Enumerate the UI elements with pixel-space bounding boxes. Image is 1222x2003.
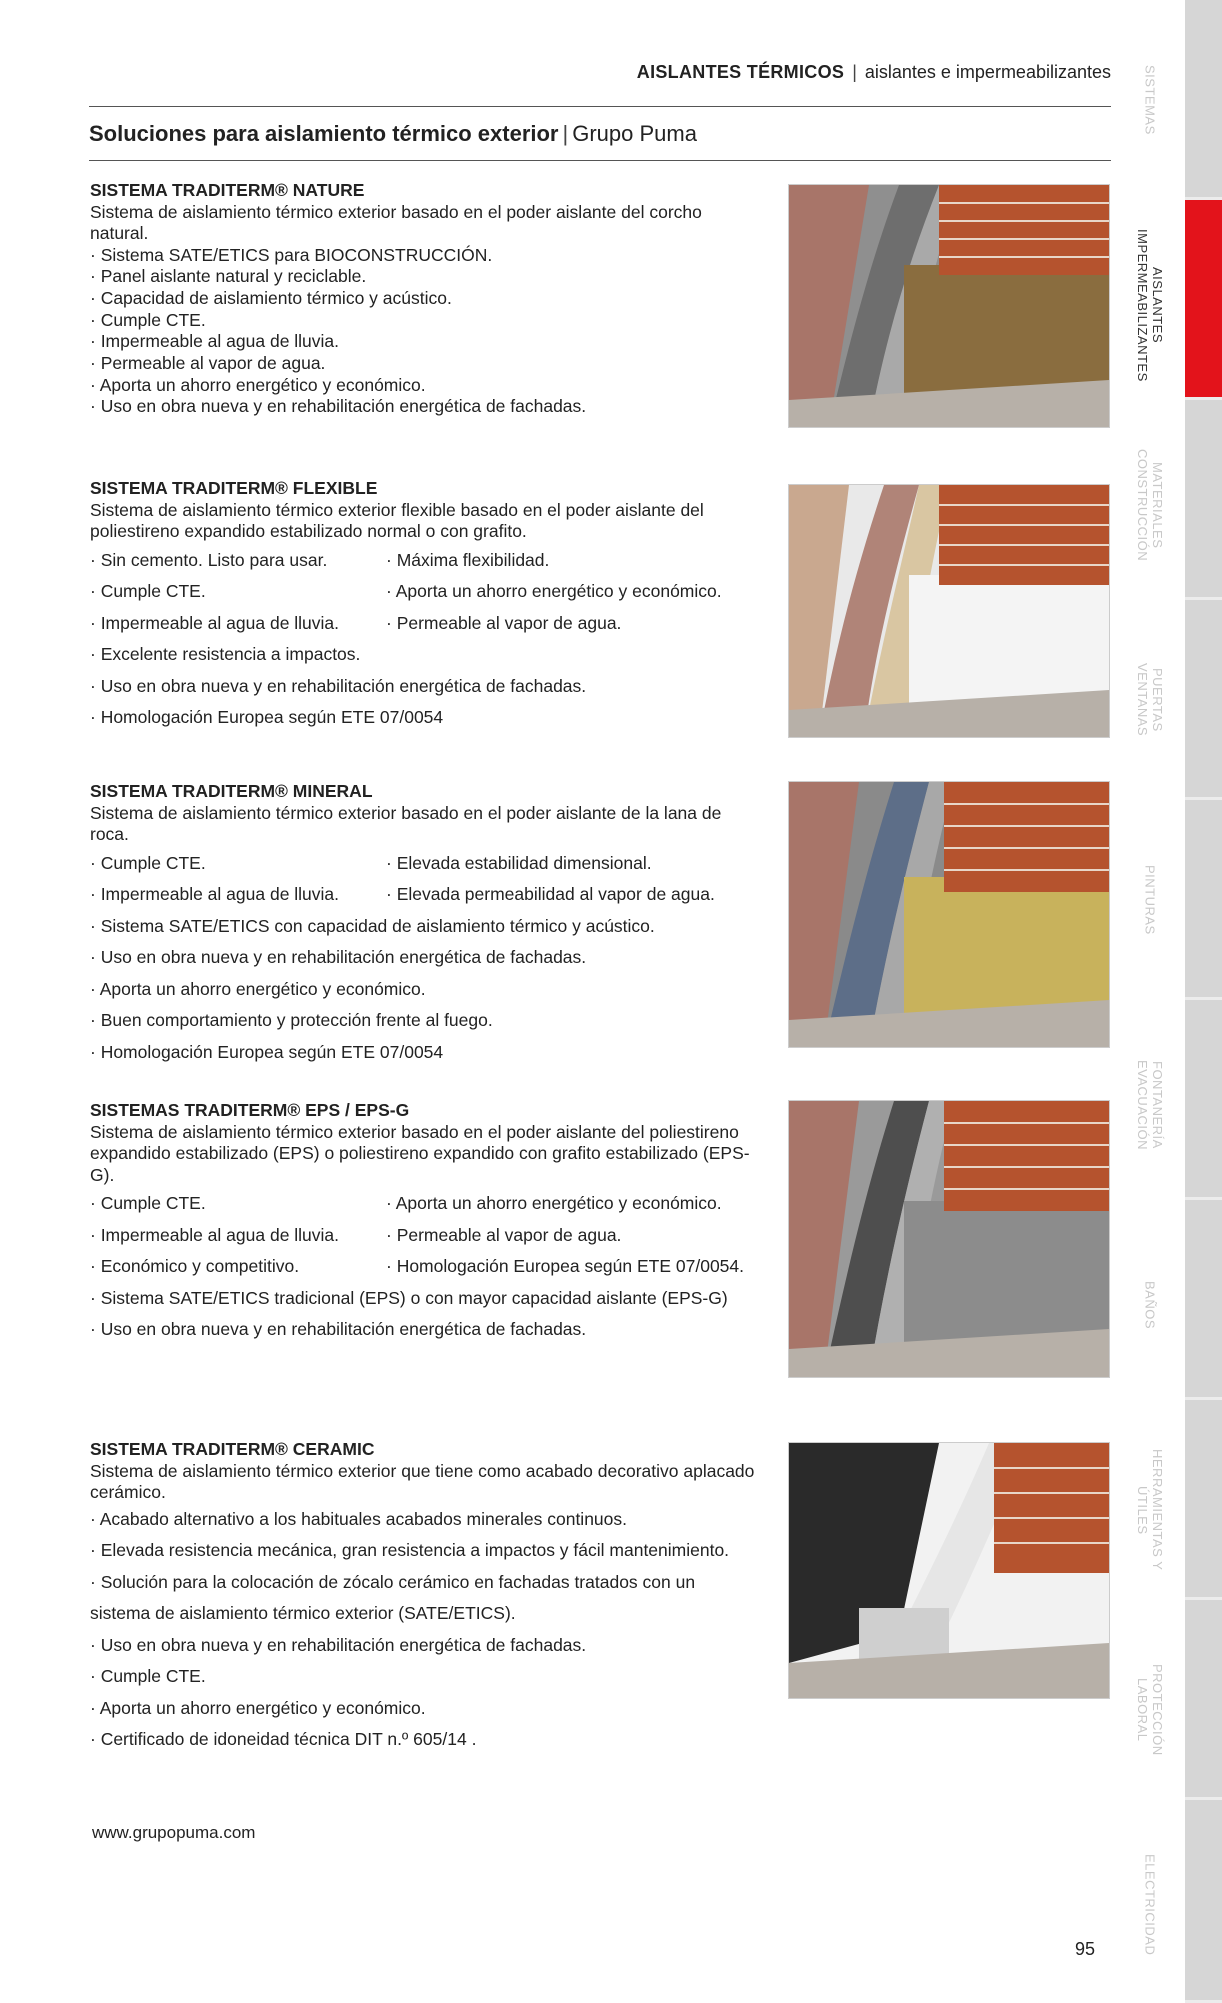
section-description: Sistema de aislamiento térmico exterior basado en el poder aislante del corcho natural. (90, 201, 702, 243)
tab-puertas[interactable] (1185, 600, 1222, 800)
title-divider (89, 160, 1111, 161)
tab-banos[interactable] (1185, 1200, 1222, 1400)
side-nav-fontaneria[interactable]: FONTANERÍA EVACUACIÓN (1135, 1060, 1165, 1150)
tab-fontaneria[interactable] (1185, 1000, 1222, 1200)
section-nature (90, 180, 760, 418)
side-nav-pinturas[interactable]: PINTURAS (1142, 865, 1158, 935)
side-nav-proteccion[interactable]: PROTECCIÓN LABORAL (1135, 1664, 1165, 1756)
feature-item: · Uso en obra nueva y en rehabilitación energética de fachadas. (90, 396, 587, 417)
page-header (89, 62, 1111, 86)
side-nav-herramientas[interactable]: HERRAMIENTAS Y ÚTILES (1135, 1449, 1165, 1571)
tab-materiales[interactable] (1185, 400, 1222, 600)
feature-list (90, 1283, 760, 1346)
section-title: SISTEMA TRADITERM® FLEXIBLE (90, 478, 378, 498)
header-category-line (89, 62, 1111, 86)
feature-item: · Elevada resistencia mecánica, gran resistencia a impactos y fácil mantenimiento. (90, 1540, 730, 1560)
feature-item: · Permeable al vapor de agua. (90, 353, 326, 374)
feature-list (90, 911, 760, 1069)
feature-item: · Elevada estabilidad dimensional. (386, 852, 652, 873)
side-nav-materiales[interactable]: MATERIALES CONSTRUCCIÓN (1135, 448, 1165, 562)
side-nav-electricidad[interactable]: ELECTRICIDAD (1142, 1854, 1158, 1956)
page-title-main: Soluciones para aislamiento térmico exterior (89, 121, 559, 146)
section-description: Sistema de aislamiento térmico exterior basado en el poder aislante de la lana de roca. (90, 802, 722, 844)
section-description: Sistema de aislamiento térmico exterior que tiene como acabado decorativo aplacado cerámico. (90, 1460, 755, 1502)
section-title: SISTEMA TRADITERM® MINERAL (90, 781, 373, 801)
ceramic-system-illustration (788, 1442, 1110, 1699)
feature-item: · Impermeable al agua de lluvia. (90, 884, 340, 904)
feature-item: · Certificado de idoneidad técnica DIT n.º 605/14 . (90, 1729, 477, 1749)
section-title: SISTEMA TRADITERM® CERAMIC (90, 1439, 375, 1459)
nature-system-illustration (788, 184, 1110, 428)
feature-item: · Aporta un ahorro energético y económico. (90, 978, 426, 999)
feature-list (90, 639, 760, 734)
tab-aislantes[interactable] (1185, 200, 1222, 400)
feature-item: · Sistema SATE/ETICS para BIOCONSTRUCCIÓN. (90, 244, 493, 265)
feature-item: · Buen comportamiento y protección frente al fuego. (90, 1010, 493, 1030)
page-title (89, 121, 697, 147)
tab-herramientas[interactable] (1185, 1400, 1222, 1600)
side-nav-banos[interactable]: BAÑOS (1142, 1280, 1158, 1329)
page-title-separator: | (562, 121, 569, 146)
header-divider (89, 106, 1111, 107)
section-description: Sistema de aislamiento térmico exterior flexible basado en el poder aislante del poliestireno expandido estabilizado normal o con grafito. (90, 499, 704, 541)
tab-pinturas[interactable] (1185, 800, 1222, 1000)
feature-item: · Impermeable al agua de lluvia. (90, 331, 340, 352)
feature-item: · Acabado alternativo a los habituales acabados minerales continuos. (90, 1508, 628, 1529)
feature-item: · Panel aislante natural y reciclable. (90, 266, 367, 287)
feature-item: · Sistema SATE/ETICS con capacidad de aislamiento térmico y acústico. (90, 915, 655, 936)
section-description: Sistema de aislamiento térmico exterior basado en el poder aislante del poliestireno expandido estabilizado (EPS) o poliestireno expandido con grafito estabilizado (EPS-G). (90, 1121, 750, 1185)
section-eps (90, 1100, 760, 1346)
feature-item: · Aporta un ahorro energético y económico. (386, 581, 722, 601)
feature-item: · Homologación Europea según ETE 07/0054 (90, 1041, 444, 1062)
feature-item: · Sin cemento. Listo para usar. (90, 549, 328, 570)
header-separator: | (852, 62, 857, 82)
eps-system-illustration (788, 1100, 1110, 1378)
section-title: SISTEMA TRADITERM® NATURE (90, 180, 365, 200)
side-tabs (1185, 0, 1222, 2000)
feature-grid (90, 545, 760, 640)
feature-item: · Cumple CTE. (90, 581, 206, 601)
feature-grid (90, 1188, 760, 1283)
mineral-system-illustration (788, 781, 1110, 1048)
feature-item: · Capacidad de aislamiento térmico y acústico. (90, 287, 452, 308)
feature-item: · Cumple CTE. (90, 852, 206, 873)
feature-item: · Sistema SATE/ETICS tradicional (EPS) o con mayor capacidad aislante (EPS-G) (90, 1287, 728, 1308)
feature-item: · Elevada permeabilidad al vapor de agua. (386, 884, 715, 904)
feature-item: · Cumple CTE. (90, 1666, 206, 1686)
feature-grid (90, 848, 760, 911)
feature-item: · Homologación Europea según ETE 07/0054. (386, 1256, 745, 1276)
side-nav-puertas[interactable]: PUERTAS VENTANAS (1135, 663, 1165, 737)
header-category: AISLANTES TÉRMICOS (636, 62, 845, 82)
feature-item: · Impermeable al agua de lluvia. (90, 1224, 340, 1245)
feature-list (90, 1504, 760, 1756)
page-number: 95 (1075, 1939, 1096, 1959)
feature-item: · Homologación Europea según ETE 07/0054 (90, 707, 444, 727)
footer-url[interactable]: www.grupopuma.com (92, 1823, 256, 1842)
feature-item: · Aporta un ahorro energético y económico. (90, 374, 426, 395)
feature-item: · Cumple CTE. (90, 1193, 206, 1213)
section-ceramic (90, 1439, 760, 1756)
section-mineral (90, 781, 760, 1068)
feature-list (90, 245, 760, 419)
section-flexible (90, 478, 760, 734)
feature-item: · Uso en obra nueva y en rehabilitación energética de fachadas. (90, 947, 587, 967)
header-subcategory: aislantes e impermeabilizantes (864, 62, 1111, 82)
feature-item: · Máxima flexibilidad. (386, 549, 550, 570)
flexible-system-illustration (788, 484, 1110, 738)
feature-item: · Uso en obra nueva y en rehabilitación energética de fachadas. (90, 1634, 587, 1655)
feature-item: · Aporta un ahorro energético y económico. (386, 1193, 722, 1213)
section-title: SISTEMAS TRADITERM® EPS / EPS-G (90, 1100, 410, 1120)
feature-item: · Cumple CTE. (90, 309, 206, 330)
feature-item: · Aporta un ahorro energético y económico. (90, 1697, 426, 1718)
feature-item: · Excelente resistencia a impactos. (90, 644, 361, 664)
feature-item: · Permeable al vapor de agua. (386, 1224, 622, 1245)
page-title-brand: Grupo Puma (572, 121, 697, 146)
side-nav (1130, 0, 1170, 2000)
tab-electricidad[interactable] (1185, 1800, 1222, 2003)
feature-item: · Impermeable al agua de lluvia. (90, 612, 340, 633)
feature-item: · Solución para la colocación de zócalo cerámico en fachadas tratados con un sistema de aislamiento térmico exterior (SATE/ETICS). (90, 1571, 696, 1623)
tab-sistemas[interactable] (1185, 0, 1222, 200)
feature-item: · Económico y competitivo. (90, 1256, 300, 1276)
side-nav-aislantes[interactable]: AISLANTES IMPERMEABILIZANTES (1135, 228, 1165, 382)
tab-proteccion[interactable] (1185, 1600, 1222, 1800)
side-nav-sistemas[interactable]: SISTEMAS (1142, 65, 1158, 135)
feature-item: · Uso en obra nueva y en rehabilitación energética de fachadas. (90, 675, 587, 696)
feature-item: · Uso en obra nueva y en rehabilitación energética de fachadas. (90, 1319, 587, 1339)
feature-item: · Permeable al vapor de agua. (386, 612, 622, 633)
